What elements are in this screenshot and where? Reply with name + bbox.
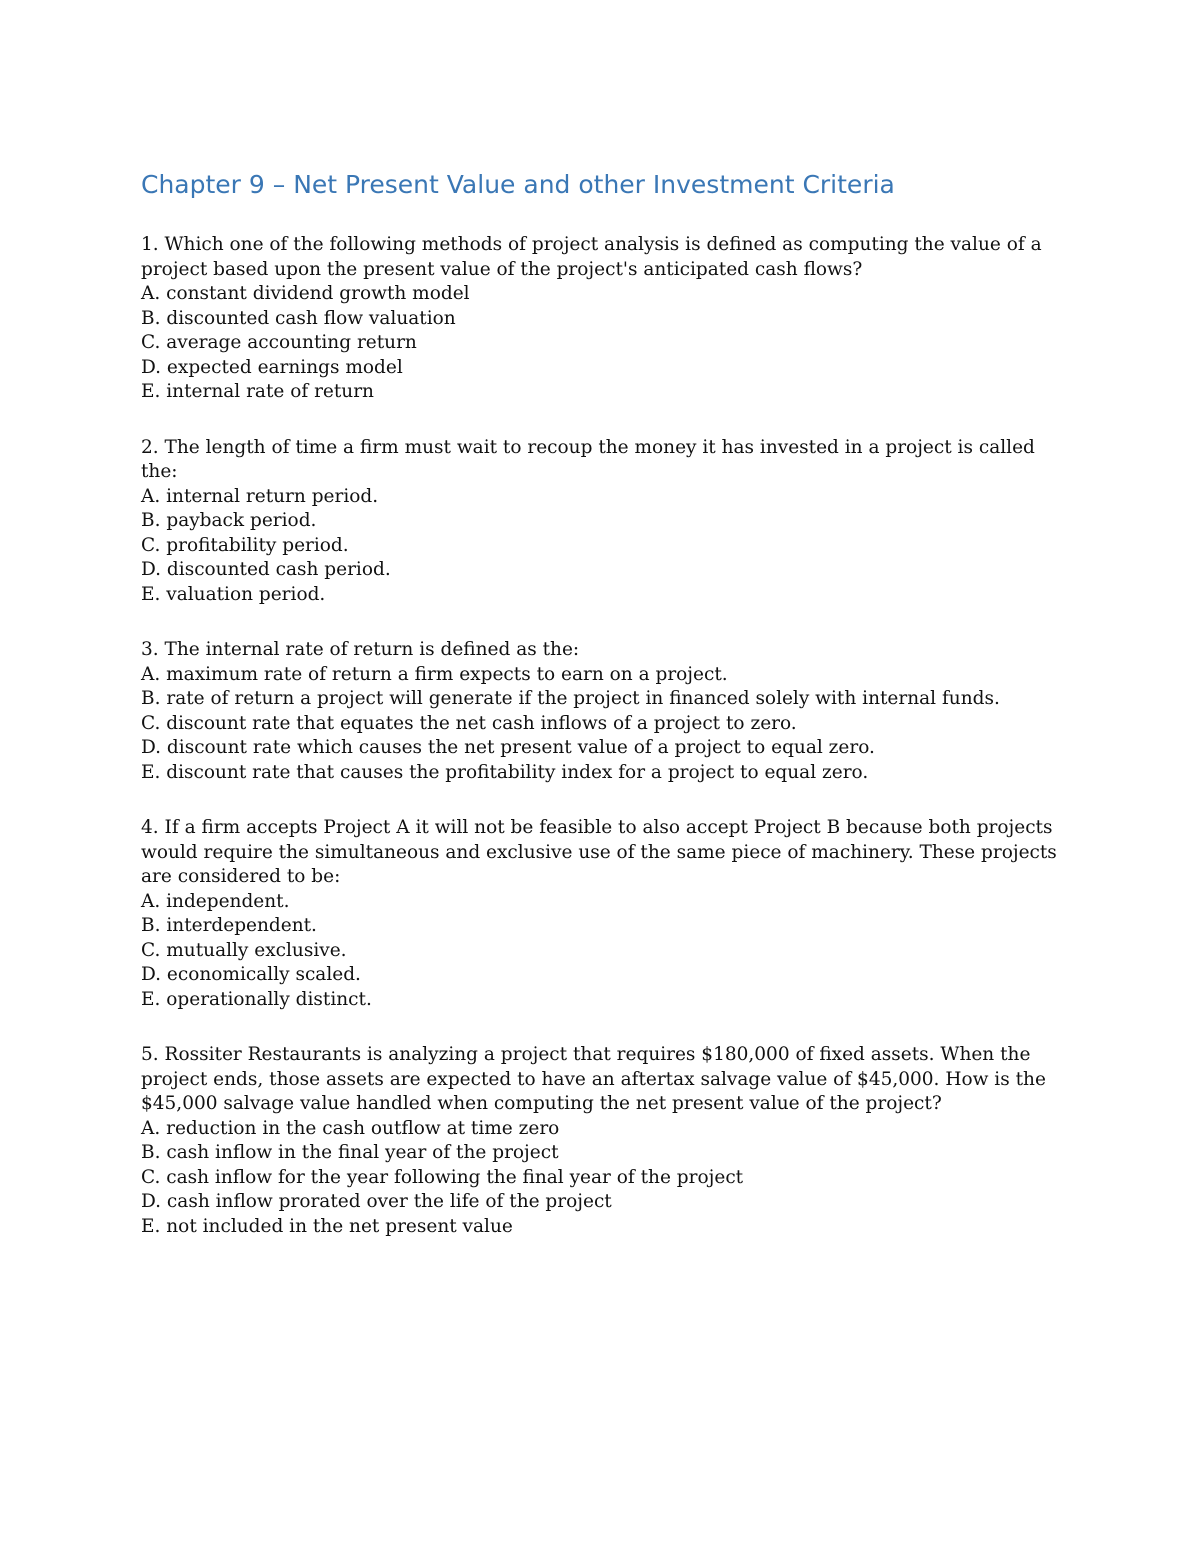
answer-option-b: B. rate of return a project will generate if the project in financed solely with internal funds. <box>141 688 1000 709</box>
question-4 <box>141 816 1061 1012</box>
question-5 <box>141 1043 1061 1239</box>
answer-option-c: C. profitability period. <box>141 534 349 556</box>
answer-option-e: E. discount rate that causes the profitability index for a project to equal zero. <box>141 761 869 783</box>
answer-option-e: E. internal rate of return <box>141 381 374 402</box>
answer-option-d: D. cash inflow prorated over the life of the project <box>141 1191 612 1212</box>
answer-option-c: C. mutually exclusive. <box>141 939 347 961</box>
answer-option-a: A. internal return period. <box>141 485 379 507</box>
answer-option-d: D. economically scaled. <box>141 964 361 985</box>
answer-option-a: A. independent. <box>141 890 290 912</box>
chapter-title: Chapter 9 – Net Present Value and other Investment Criteria <box>141 170 895 199</box>
question-stem: 5. Rossiter Restaurants is analyzing a project that requires $180,000 of fixed assets. When the project ends, those assets are expected to have an aftertax salvage value of $45,000. How is the $45,000 salvage value handled when computing the net present value of the project? <box>141 1044 1046 1114</box>
question-1 <box>141 233 1061 405</box>
answer-option-b: B. cash inflow in the final year of the project <box>141 1142 559 1163</box>
question-stem: 4. If a firm accepts Project A it will not be feasible to also accept Project B because both projects would require the simultaneous and exclusive use of the same piece of machinery. These projects are considered to be: <box>141 817 1057 887</box>
question-stem: 1. Which one of the following methods of project analysis is defined as computing the value of a project based upon the present value of the project's anticipated cash flows? <box>141 234 1042 280</box>
answer-option-a: A. maximum rate of return a firm expects to earn on a project. <box>141 663 728 685</box>
question-3 <box>141 638 1061 785</box>
answer-option-b: B. discounted cash flow valuation <box>141 307 456 329</box>
answer-option-b: B. interdependent. <box>141 915 317 936</box>
question-list <box>141 233 1061 1270</box>
answer-option-a: A. constant dividend growth model <box>141 283 470 304</box>
question-stem: 3. The internal rate of return is defined as the: <box>141 639 580 660</box>
answer-option-d: D. discounted cash period. <box>141 559 391 580</box>
answer-option-a: A. reduction in the cash outflow at time zero <box>141 1117 560 1139</box>
question-2 <box>141 436 1061 608</box>
answer-option-c: C. cash inflow for the year following the final year of the project <box>141 1166 744 1188</box>
question-stem: 2. The length of time a firm must wait to recoup the money it has invested in a project is called the: <box>141 436 1035 482</box>
answer-option-d: D. expected earnings model <box>141 356 403 378</box>
answer-option-e: E. operationally distinct. <box>141 988 372 1010</box>
answer-option-b: B. payback period. <box>141 510 317 531</box>
answer-option-e: E. valuation period. <box>141 583 326 605</box>
answer-option-c: C. discount rate that equates the net cash inflows of a project to zero. <box>141 712 797 734</box>
answer-option-c: C. average accounting return <box>141 332 417 353</box>
answer-option-d: D. discount rate which causes the net present value of a project to equal zero. <box>141 737 875 758</box>
answer-option-e: E. not included in the net present value <box>141 1215 513 1237</box>
